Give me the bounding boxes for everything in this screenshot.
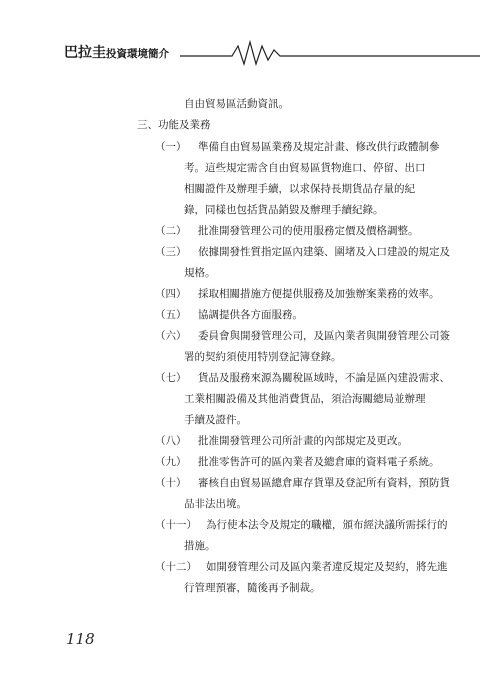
list-item-number: （十） bbox=[155, 477, 187, 489]
list-item-text: 手續及證件。 bbox=[184, 414, 247, 426]
list-item-text: 依據開發性質指定區內建築、圍堵及入口建設的規定及 bbox=[198, 246, 450, 258]
list-item-text: 如開發管理公司及區內業者違反規定及契約，將先進 bbox=[206, 561, 448, 573]
list-item-text: 批准零售許可的區內業者及總倉庫的資料電子系統。 bbox=[198, 456, 440, 468]
list-item-text: 貨品及服務來源為關稅區域時，不論是區內建設需求、 bbox=[198, 372, 450, 384]
page-number: 118 bbox=[66, 630, 95, 648]
list-item-text: 錄，同樣也包括貨品銷毀及辦理手續紀錄。 bbox=[184, 204, 384, 216]
list-item-text: 批准開發管理公司所計畫的內部規定及更改。 bbox=[198, 435, 408, 447]
list-item-text: 相關證件及辦理手續，以求保持長期貨品存量的紀 bbox=[184, 183, 415, 195]
list-item-number: （六） bbox=[155, 330, 187, 342]
list-item-text: 行管理預審，隨後再予制裁。 bbox=[184, 582, 321, 594]
list-item-text: 準備自由貿易區業務及規定計畫、修改供行政體制參 bbox=[198, 141, 440, 153]
list-item-text: 協調提供各方面服務。 bbox=[198, 309, 303, 321]
section-heading: 三、功能及業務 bbox=[137, 119, 211, 131]
list-item-number: （八） bbox=[155, 435, 187, 447]
list-item-text: 考。這些規定需含自由貿易區貨物進口、停留、出口 bbox=[184, 162, 426, 174]
list-item-text: 批准開發管理公司的使用服務定價及價格調整。 bbox=[198, 225, 419, 237]
list-item-text: 委員會與開發管理公司，及區內業者與開發管理公司簽 bbox=[198, 330, 450, 342]
list-item-number: （五） bbox=[155, 309, 187, 321]
header-title-main: 巴拉圭 bbox=[64, 45, 106, 61]
list-item-number: （十一） bbox=[155, 519, 197, 531]
list-item-text: 審核自由貿易區總倉庫存貨單及登記所有資料，預防貨 bbox=[198, 477, 450, 489]
list-item-text: 規格。 bbox=[184, 267, 216, 279]
list-item-number: （一） bbox=[155, 141, 187, 153]
intro-line: 自由貿易區活動資訊。 bbox=[184, 98, 289, 110]
list-item-text: 措施。 bbox=[184, 540, 216, 552]
list-item-text: 品非法出境。 bbox=[184, 498, 247, 510]
list-item-text: 採取相關措施方便提供服務及加強辦案業務的效率。 bbox=[198, 288, 440, 300]
header-title-sub: 投資環境簡介 bbox=[106, 48, 169, 60]
list-item-text: 工業相關設備及其他消費貨品，須洽海關總局並辦理 bbox=[184, 393, 426, 405]
list-item-text: 為行使本法令及規定的職權，頒布經決議所需採行的 bbox=[206, 519, 448, 531]
list-item-number: （三） bbox=[155, 246, 187, 258]
list-item-number: （九） bbox=[155, 456, 187, 468]
list-item-number: （十二） bbox=[155, 561, 197, 573]
list-item-text: 署的契約須使用特別登記簿登錄。 bbox=[184, 351, 342, 363]
list-item-number: （七） bbox=[155, 372, 187, 384]
list-item-number: （四） bbox=[155, 288, 187, 300]
list-item-number: （二） bbox=[155, 225, 187, 237]
